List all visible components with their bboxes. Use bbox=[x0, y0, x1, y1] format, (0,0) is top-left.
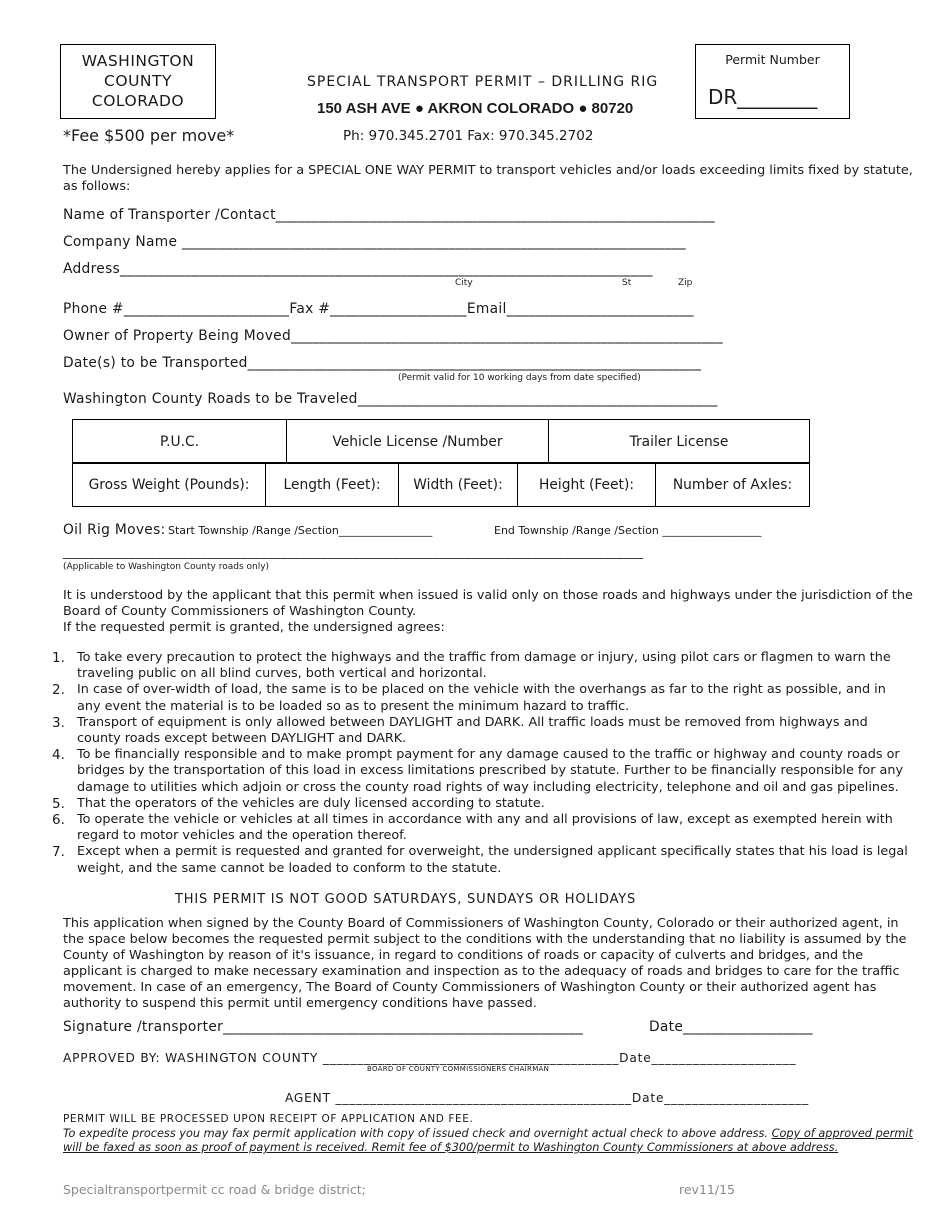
form-title: SPECIAL TRANSPORT PERMIT – DRILLING RIG bbox=[307, 74, 659, 90]
revision-label: rev11/15 bbox=[679, 1182, 735, 1197]
trailer-license-cell[interactable]: Trailer License bbox=[549, 420, 810, 464]
terms-list bbox=[52, 650, 912, 877]
term-item: 7. Except when a permit is requested and granted for overweight, the undersigned applicant specifically states that his load is legal weight, and the same cannot be loaded to conform to the statute. bbox=[52, 844, 908, 876]
agrees-text: If the requested permit is granted, the undersigned agrees: bbox=[63, 620, 445, 635]
owner-field[interactable]: Owner of Property Being Moved____________________________________________________________ bbox=[63, 328, 723, 344]
term-item: 5. That the operators of the vehicles are duly licensed according to statute. bbox=[52, 795, 545, 812]
dates-field[interactable]: Date(s) to be Transported_______________________________________________________________ bbox=[63, 355, 702, 371]
term-item: 6. To operate the vehicle or vehicles at all times in accordance with any and all provisions of law, except as exempted herein with regard to motor vehicles and the operation thereof. bbox=[52, 812, 893, 844]
start-township-field[interactable]: Start Township /Range /Section_________________ bbox=[168, 524, 433, 537]
phone-fax-email-field[interactable]: Phone #_______________________Fax #___________________Email__________________________ bbox=[63, 301, 694, 317]
chairman-caption: BOARD OF COUNTY COMMISSIONERS CHAIRMAN bbox=[367, 1065, 550, 1073]
dates-hint: (Permit valid for 10 working days from date specified) bbox=[398, 373, 641, 383]
signature-date-field[interactable]: Date__________________ bbox=[649, 1019, 813, 1035]
address-hint-st: St bbox=[622, 278, 632, 288]
oil-rig-line-2[interactable]: ________________________________________________________________________________________ bbox=[63, 544, 644, 559]
phone-fax: Ph: 970.345.2701 Fax: 970.345.2702 bbox=[343, 128, 594, 144]
agent-field[interactable]: AGENT ___________________________________________Date_____________________ bbox=[285, 1091, 810, 1105]
permit-number-field[interactable]: DR________ bbox=[708, 85, 818, 109]
transporter-field[interactable]: Name of Transporter /Contact_____________________________________________________________ bbox=[63, 207, 715, 223]
address-hint-city: City bbox=[455, 278, 473, 288]
county-line-3: COLORADO bbox=[91, 92, 185, 110]
width-cell[interactable]: Width (Feet): bbox=[399, 463, 518, 507]
address-field[interactable]: Address__________________________________________________________________________ bbox=[63, 261, 653, 277]
oil-rig-label: Oil Rig Moves: bbox=[63, 522, 166, 538]
gross-weight-cell[interactable]: Gross Weight (Pounds): bbox=[73, 463, 266, 507]
application-text: This application when signed by the County Board of Commissioners of Washington County, Colorado or their authorized agent, in the space below becomes the requested permit subject to the conditions with the understanding that no liability is assumed by the County of Washington by reason of it's issuance, in regard to conditions of roads or capacity of culverts and bridges, and the applicant is charged to make necessary examination and inspection as to the adequacy of roads and bridges to care for the traffic movement. In case of an emergency, The Board of County Commissioners of Washington County or their authorized agent has authority to suspend this permit until emergency conditions have passed. bbox=[63, 916, 907, 1011]
permit-number-label: Permit Number bbox=[725, 52, 820, 67]
vehicle-info-table-row1 bbox=[72, 419, 810, 464]
length-cell[interactable]: Length (Feet): bbox=[266, 463, 399, 507]
vehicle-license-cell[interactable]: Vehicle License /Number bbox=[287, 420, 549, 464]
county-box bbox=[60, 44, 216, 119]
company-field[interactable]: Company Name ______________________________________________________________________ bbox=[63, 234, 686, 250]
processed-notice: PERMIT WILL BE PROCESSED UPON RECEIPT OF APPLICATION AND FEE. bbox=[63, 1113, 474, 1125]
expedite-notice: To expedite process you may fax permit application with copy of issued check and overnight actual check to above address. Copy of approved permit will be faxed as soon as proof of payment is received. Remit fee of $300/permit to Washington County Commissioners at above address. bbox=[63, 1127, 913, 1154]
end-township-field[interactable]: End Township /Range /Section __________________ bbox=[494, 524, 762, 537]
term-item: 4. To be financially responsible and to make prompt payment for any damage caused to the traffic or highway and county roads or bridges by the transportation of this load in excess limitations prescribed by statute. Further to be financially responsible for any damage to utilities which adjoin or cross the county road rights of way including electricity, telephone and oil and gas pipelines. bbox=[52, 747, 904, 795]
term-item: 3. Transport of equipment is only allowed between DAYLIGHT and DARK. All traffic loads must be removed from highways and county roads except between DAYLIGHT and DARK. bbox=[52, 714, 868, 747]
intro-text: The Undersigned hereby applies for a SPECIAL ONE WAY PERMIT to transport vehicles and/or loads exceeding limits fixed by statute, as follows: bbox=[63, 163, 913, 194]
permit-number-box bbox=[695, 44, 850, 119]
signature-field[interactable]: Signature /transporter__________________________________________________ bbox=[63, 1019, 584, 1035]
vehicle-info-table-row2 bbox=[72, 462, 810, 507]
county-line-1: WASHINGTON bbox=[81, 52, 195, 70]
approved-by-field[interactable]: APPROVED BY: WASHINGTON COUNTY ___________________________________________Date_____________________ bbox=[63, 1051, 797, 1065]
term-item: 1. To take every precaution to protect the highways and the traffic from damage or injury, using pilot cars or flagmen to warn the traveling public on all blind curves, both vertical and horizontal. bbox=[52, 650, 891, 682]
county-line-2: COUNTY bbox=[104, 72, 172, 90]
oil-rig-note: (Applicable to Washington County roads only) bbox=[63, 562, 270, 572]
file-reference: Specialtransportpermit cc road & bridge district; bbox=[63, 1182, 366, 1197]
fee-note: *Fee $500 per move* bbox=[63, 126, 235, 145]
not-good-notice: THIS PERMIT IS NOT GOOD SATURDAYS, SUNDAYS OR HOLIDAYS bbox=[175, 892, 637, 907]
roads-field[interactable]: Washington County Roads to be Traveled__________________________________________________ bbox=[63, 391, 718, 407]
office-address: 150 ASH AVE ● AKRON COLORADO ● 80720 bbox=[317, 100, 634, 117]
puc-cell[interactable]: P.U.C. bbox=[73, 420, 287, 464]
address-hint-zip: Zip bbox=[678, 278, 693, 288]
understood-text: It is understood by the applicant that this permit when issued is valid only on those roads and highways under the jurisdiction of the Board of County Commissioners of Washington County. bbox=[63, 588, 913, 619]
axles-cell[interactable]: Number of Axles: bbox=[656, 463, 810, 507]
term-item: 2. In case of over-width of load, the same is to be placed on the vehicle with the overhangs as far to the right as possible, and in any event the material is to be loaded so as to present the minimum hazard to traffic. bbox=[52, 682, 886, 714]
height-cell[interactable]: Height (Feet): bbox=[518, 463, 656, 507]
